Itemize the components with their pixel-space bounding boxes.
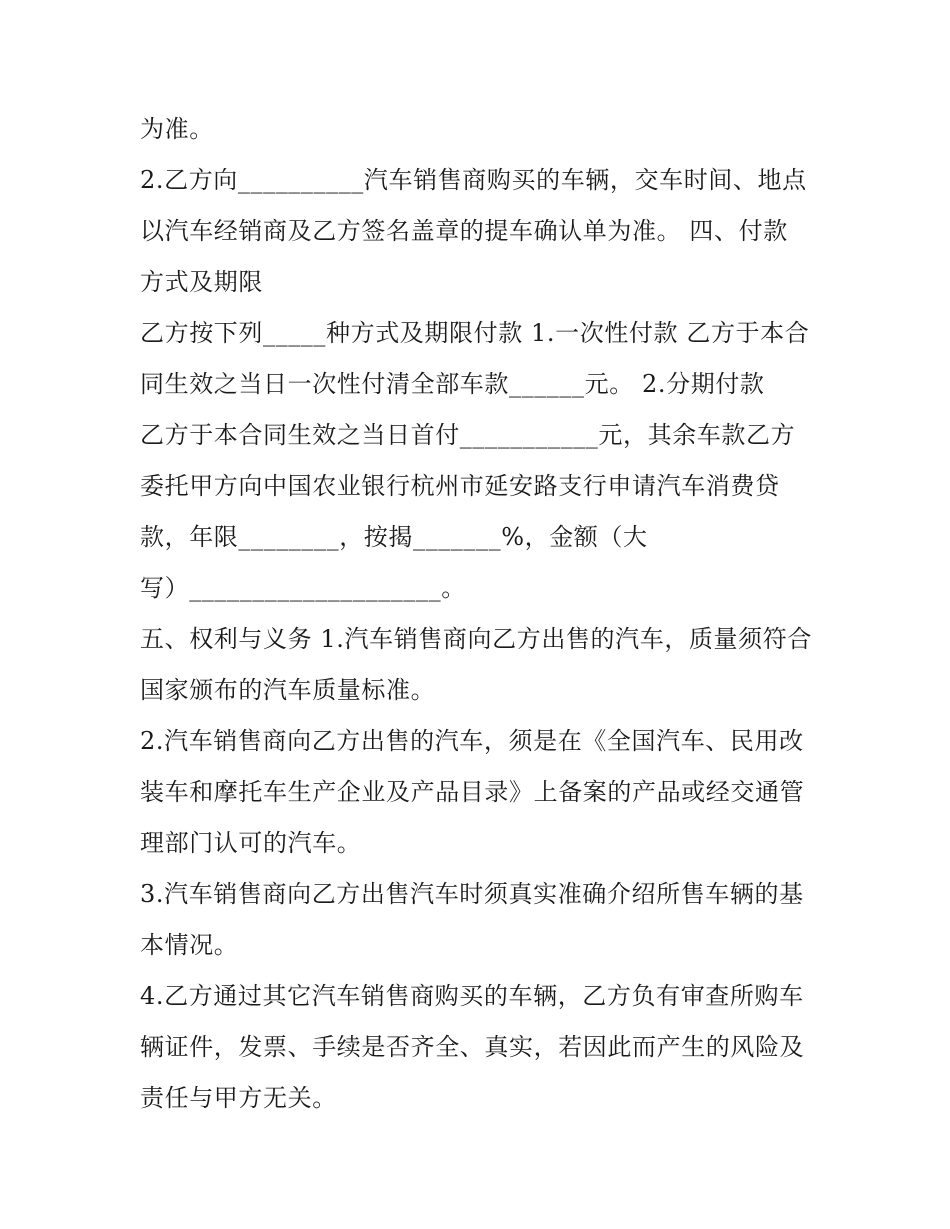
text-line: 同生效之当日一次性付清全部车款______元。 2.分期付款	[140, 370, 765, 398]
text-line: 3.汽车销售商向乙方出售汽车时须真实准确介绍所售车辆的基	[140, 880, 804, 908]
text-line: 写）____________________。	[140, 574, 466, 602]
text-line: 2.乙方向__________汽车销售商购买的车辆，交车时间、地点	[140, 166, 807, 194]
text-line: 责任与甲方无关。	[140, 1084, 337, 1112]
text-line: 2.汽车销售商向乙方出售的汽车，须是在《全国汽车、民用改	[140, 727, 804, 755]
text-line: 款，年限________，按揭_______%，金额（大	[140, 523, 648, 551]
text-line: 辆证件，发票、手续是否齐全、真实，若因此而产生的风险及	[140, 1033, 805, 1061]
text-line: 本情况。	[140, 931, 239, 959]
text-line: 乙方于本合同生效之当日首付___________元，其余车款乙方	[140, 421, 796, 449]
text-line: 委托甲方向中国农业银行杭州市延安路支行申请汽车消费贷	[140, 472, 780, 500]
text-line: 国家颁布的汽车质量标准。	[140, 676, 436, 704]
text-line: 以汽车经销商及乙方签名盖章的提车确认单为准。 四、付款	[140, 217, 788, 245]
contract-body-text	[140, 104, 820, 1124]
text-line: 为准。	[140, 115, 214, 143]
text-line: 4.乙方通过其它汽车销售商购买的车辆，乙方负有审查所购车	[140, 982, 804, 1010]
text-line: 五、权利与义务 1.汽车销售商向乙方出售的汽车，质量须符合	[140, 625, 812, 653]
text-line: 方式及期限	[140, 268, 263, 296]
text-line: 理部门认可的汽车。	[140, 829, 362, 857]
text-line: 乙方按下列_____种方式及期限付款 1.一次性付款 乙方于本合	[140, 319, 810, 347]
text-line: 装车和摩托车生产企业及产品目录》上备案的产品或经交通管	[140, 778, 805, 806]
